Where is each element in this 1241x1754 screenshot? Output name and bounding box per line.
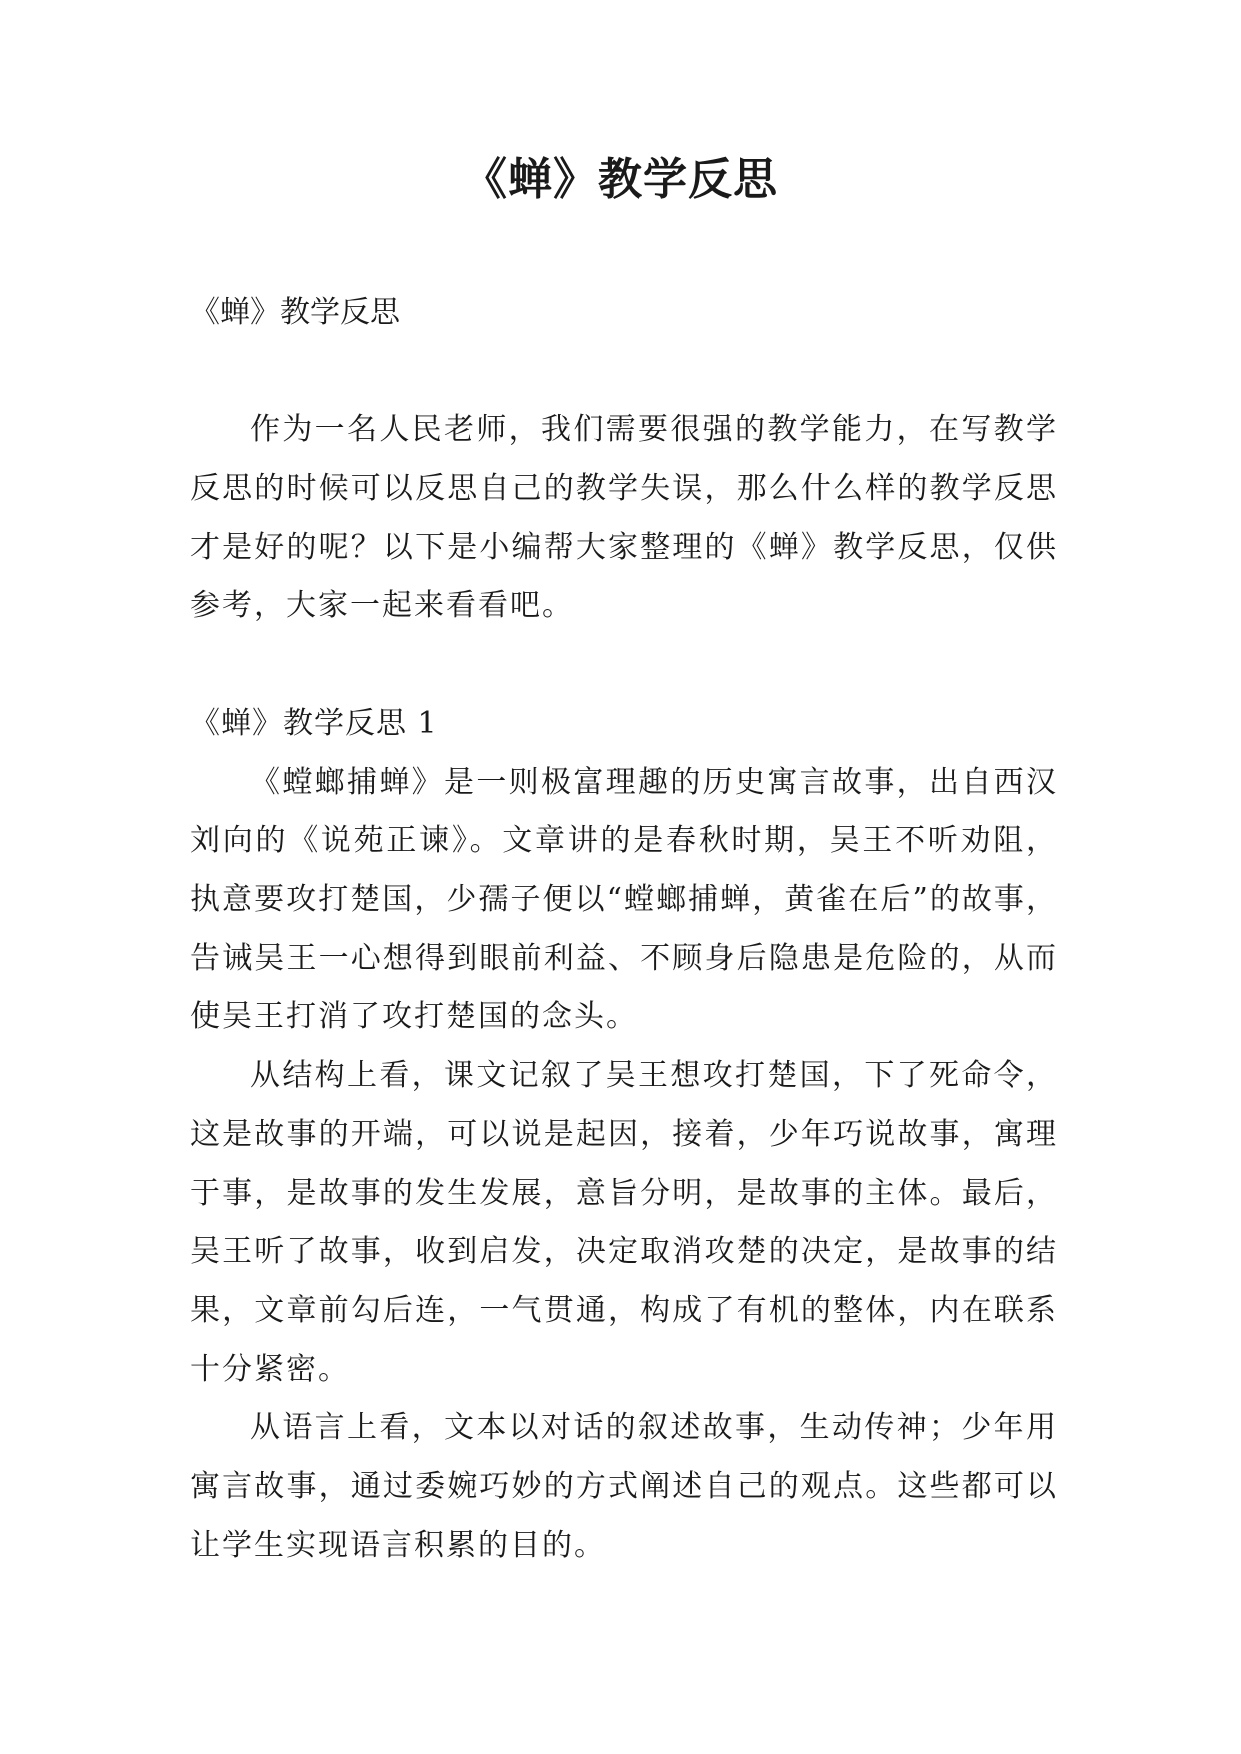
document-subtitle: 《蝉》教学反思 xyxy=(190,295,400,330)
blank-line xyxy=(190,343,1058,402)
blank-line xyxy=(190,636,1058,695)
body-paragraph: 从语言上看，文本以对话的叙述故事，生动传神；少年用寓言故事，通过委婉巧妙的方式阐述自己的观点。这些都可以让学生实现语言积累的目的。 xyxy=(190,1410,1058,1563)
body-paragraph: 从结构上看，课文记叙了吴王想攻打楚国，下了死命令，这是故事的开端，可以说是起因，接着，少年巧说故事，寓理于事，是故事的发生发展，意旨分明，是故事的主体。最后，吴王听了故事，收到启发，决定取消攻楚的决定，是故事的结果，文章前勾后连，一气贯通，构成了有机的整体，内在联系十分紧密。 xyxy=(190,1058,1058,1387)
body-paragraph: 《螳螂捕蝉》是一则极富理趣的历史寓言故事，出自西汉刘向的《说苑正谏》。文章讲的是春秋时期，吴王不听劝阻，执意要攻打楚国，少孺子便以“螳螂捕蝉，黄雀在后”的故事，告诫吴王一心想得到眼前利益、不顾身后隐患是危险的，从而使吴王打消了攻打楚国的念头。 xyxy=(190,764,1058,1035)
document-body xyxy=(190,284,1058,1575)
section-heading: 《蝉》教学反思 1 xyxy=(190,705,438,741)
intro-paragraph: 作为一名人民老师，我们需要很强的教学能力，在写教学反思的时候可以反思自己的教学失误，那么什么样的教学反思才是好的呢？以下是小编帮大家整理的《蝉》教学反思，仅供参考，大家一起来看看吧。 xyxy=(190,412,1058,624)
document-title: 《蝉》教学反思 xyxy=(463,154,778,205)
